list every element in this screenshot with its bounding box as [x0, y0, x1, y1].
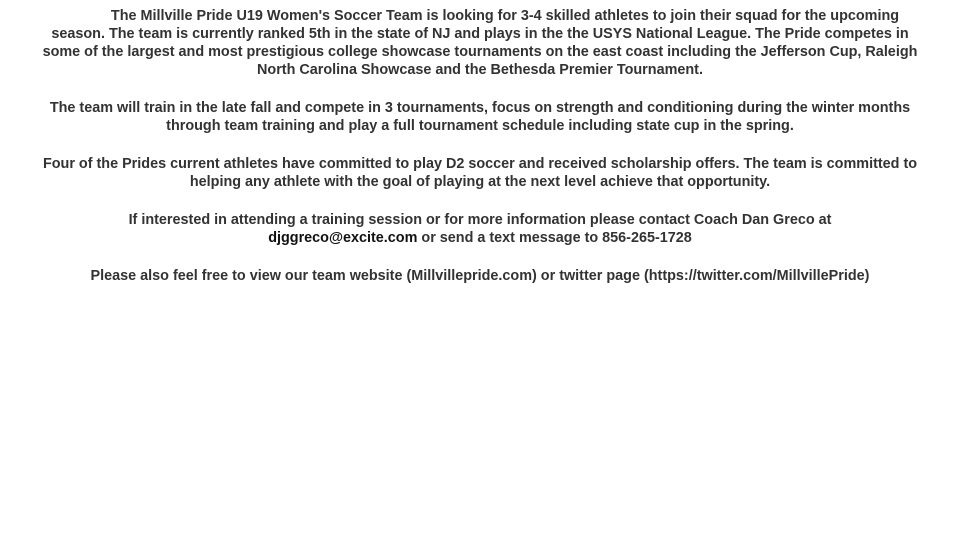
contact-paragraph [40, 211, 920, 247]
document-body [40, 7, 920, 305]
training-paragraph: The team will train in the late fall and compete in 3 tournaments, focus on strength and conditioning during the winter months through team training and play a full tournament schedule including state cup in the spring. [49, 100, 911, 134]
contact-suffix: or send a text message to 856-265-1728 [421, 230, 692, 246]
contact-prefix: If interested in attending a training session or for more information please contact Coach Dan Greco at [128, 212, 832, 228]
intro-paragraph: The Millville Pride U19 Women's Soccer Team is looking for 3-4 skilled athletes to join their squad for the upcoming season. The team is currently ranked 5th in the state of NJ and plays in the the USYS National League. The Pride competes in some of the largest and most prestigious college showcase tournaments on the east coast including the Jefferson Cup, Raleigh North Carolina Showcase and the Bethesda Premier Tournament. [42, 8, 918, 78]
website-paragraph: Please also feel free to view our team website (Millvillepride.com) or twitter page (https://twitter.com/MillvillePride) [90, 268, 870, 284]
commitments-paragraph: Four of the Prides current athletes have committed to play D2 soccer and received scholarship offers. The team is committed to helping any athlete with the goal of playing at the next level achieve that opportunity. [42, 156, 918, 190]
contact-email-link[interactable]: djggreco@excite.com [268, 230, 418, 246]
